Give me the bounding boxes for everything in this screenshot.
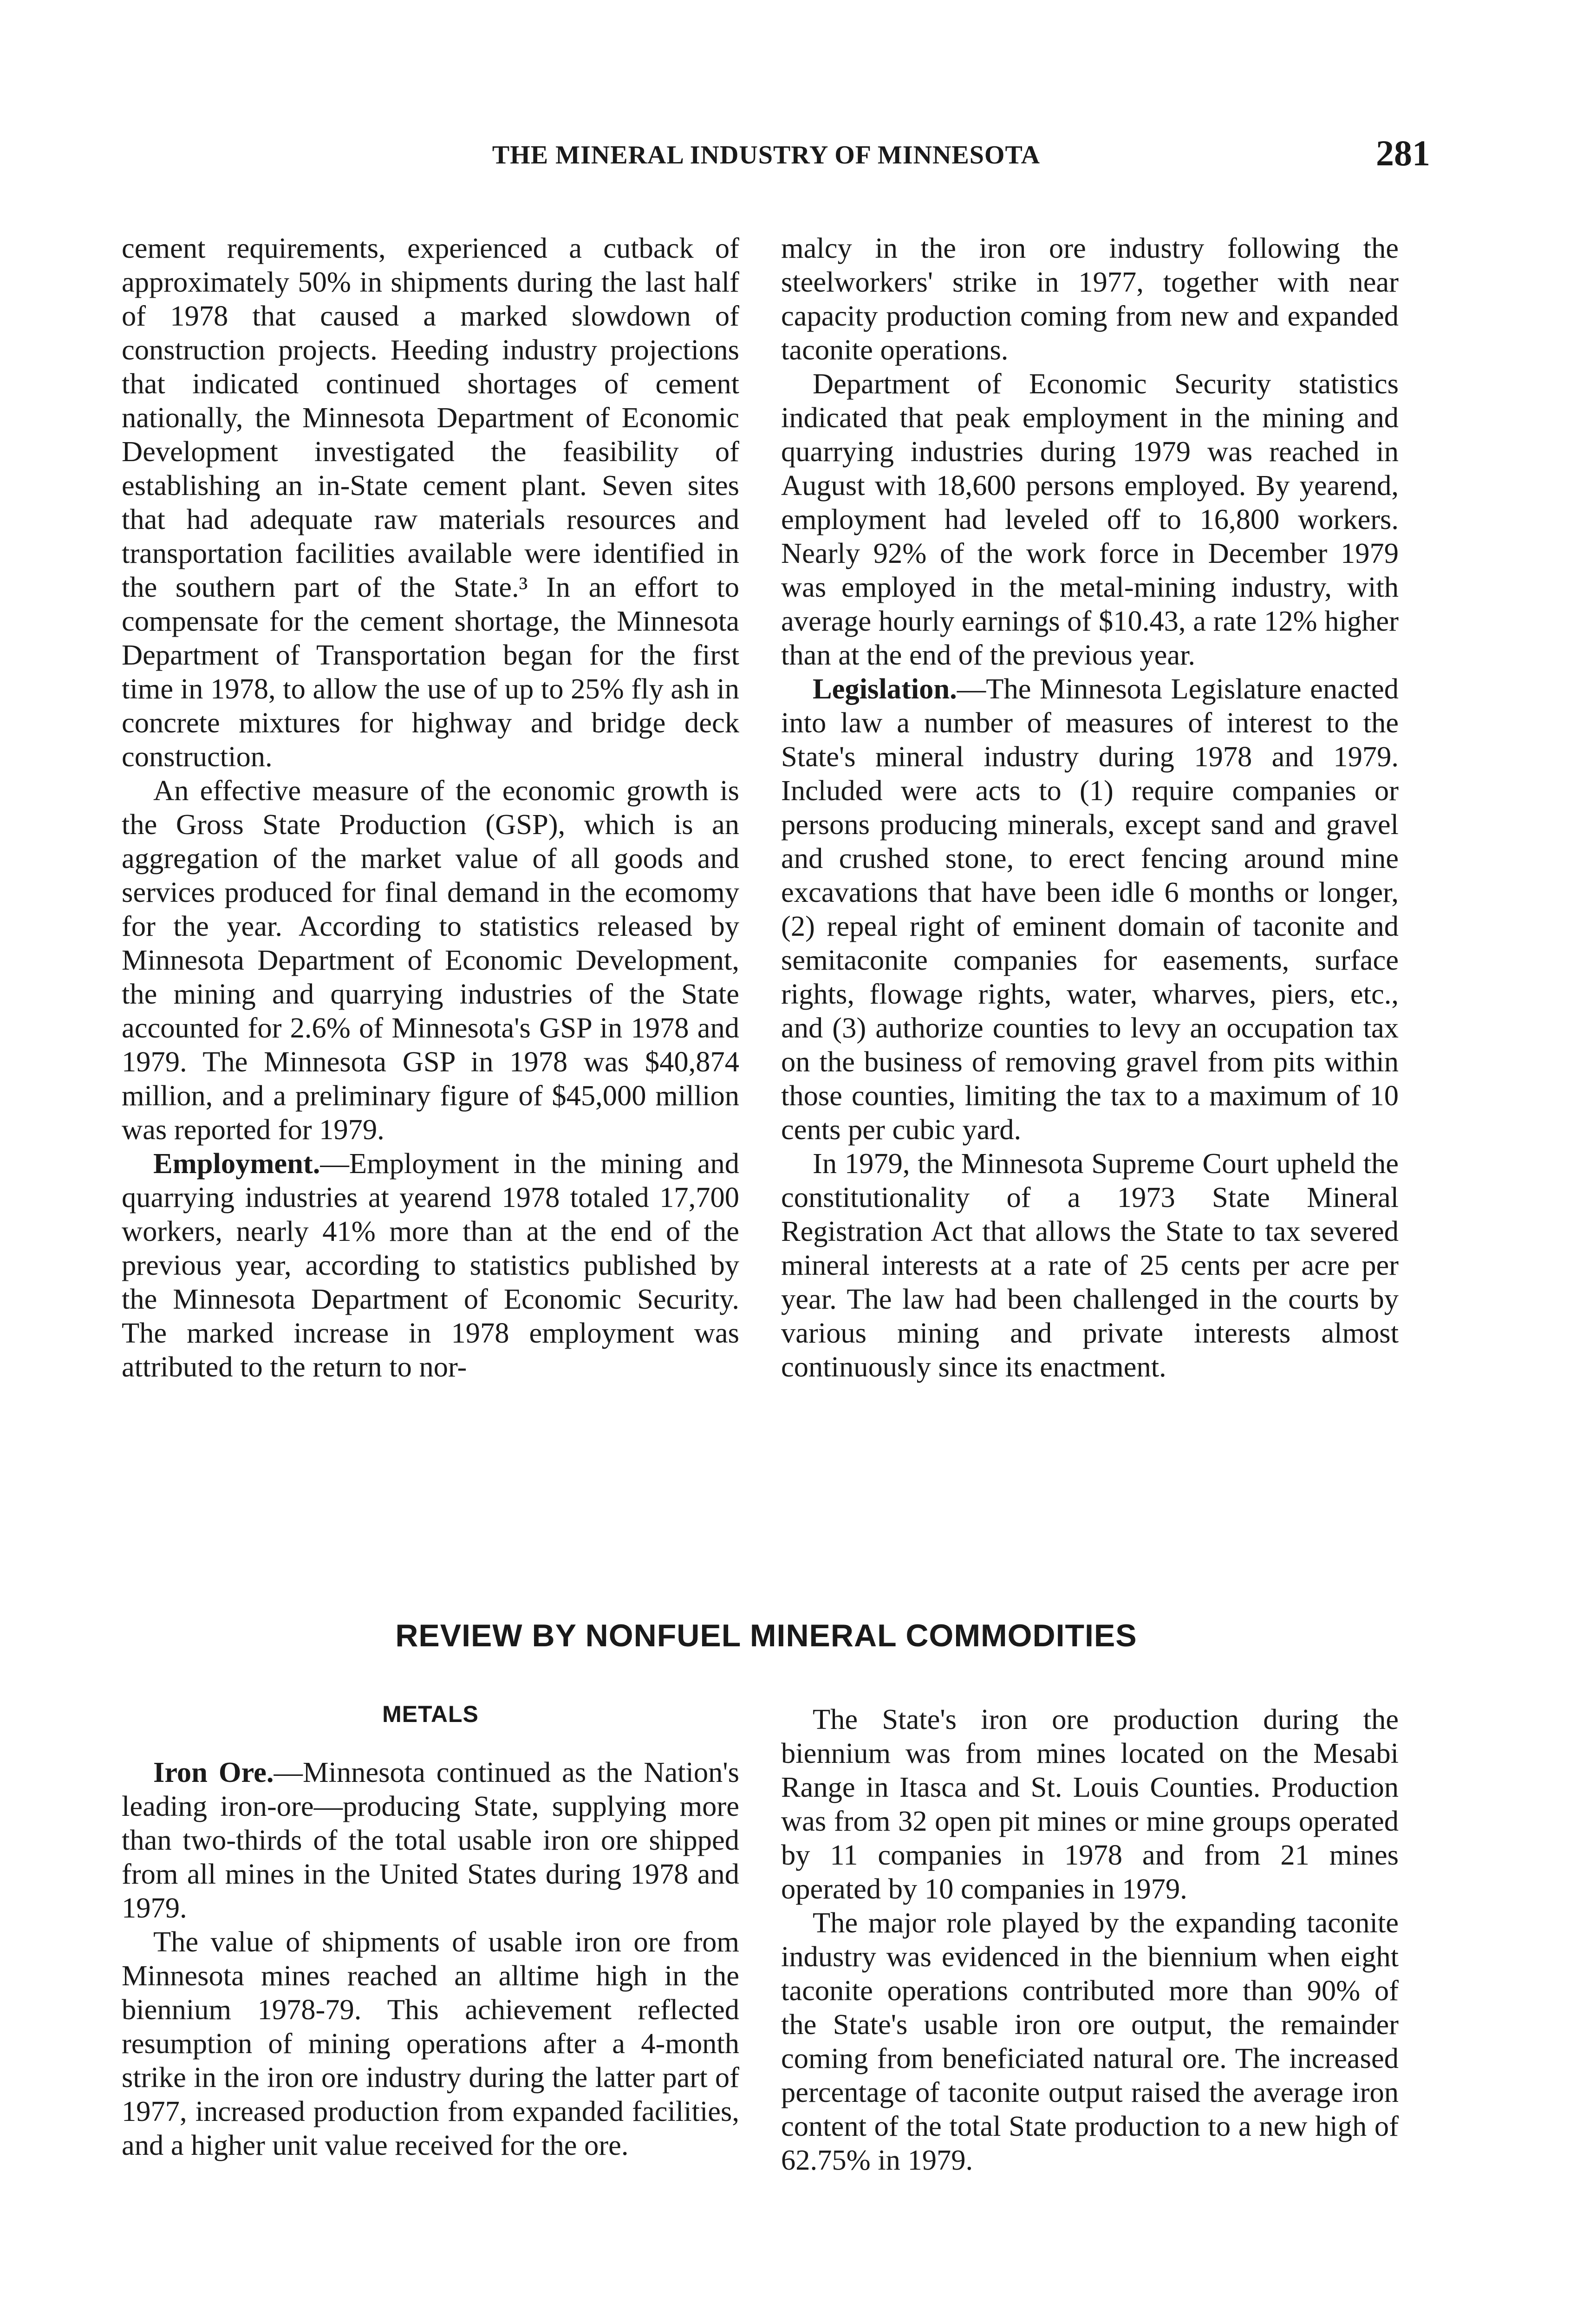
paragraph-gross-state-production: An effective measure of the economic growth is the Gross State Production (GSP), which is an aggregation of the market value of all goods and services produced for final demand in the ecomomy for the year. According to statistics released by Minnesota Department of Economic Development, the mining and quarrying industries of the State accounted for 2.6% of Minnesota's GSP in 1978 and 1979. The Minnesota GSP in 1978 was $40,874 million, and a preliminary figure of $45,000 million was reported for 1979. [122,774,739,1146]
paragraph-iron-ore-production: The State's iron ore production during the biennium was from mines located on the Mesabi Range in Itasca and St. Louis Counties. Production was from 32 open pit mines or mine groups operated by 11 companies in 1978 and from 21 mines operated by 10 companies in 1979. [781,1703,1399,1905]
paragraph-legislation [781,672,1399,1147]
subsection-heading-metals: METALS [382,1701,479,1727]
employment-run-in-heading: Employment. [153,1147,320,1180]
left-column-top [122,231,739,1384]
running-header: THE MINERAL INDUSTRY OF MINNESOTA [492,141,1041,170]
left-column-bottom [122,1755,739,2162]
paragraph-employment [122,1147,739,1384]
paragraph-cement-requirements: cement requirements, experienced a cutback of approximately 50% in shipments during the last half of 1978 that caused a marked slowdown of construction projects. Heeding industry projections that indicated continued shortages of cement nationally, the Minnesota Department of Economic Development investigated the feasibility of establishing an in-State cement plant. Seven sites that had adequate raw materials resources and transportation facilities available were identified in the southern part of the State.³ In an effort to compensate for the cement shortage, the Minnesota Department of Transportation began for the first time in 1978, to allow the use of up to 25% fly ash in concrete mixtures for highway and bridge deck construction. [122,232,739,773]
paragraph-iron-ore [122,1755,739,1925]
paragraph-normalcy: malcy in the iron ore industry following the steelworkers' strike in 1977, together with near capacity production coming from new and expanded taconite operations. [781,232,1399,366]
paragraph-supreme-court: In 1979, the Minnesota Supreme Court upheld the constitutionality of a 1973 State Mineral Registration Act that allows the State to tax severed mineral interests at a rate of 25 cents per acre per year. The law had been challenged in the courts by various mining and private interests almost continuously since its enactment. [781,1147,1399,1383]
right-column-top [781,231,1399,1384]
iron-ore-run-in-heading: Iron Ore. [153,1756,274,1788]
paragraph-taconite-industry: The major role played by the expanding taconite industry was evidenced in the biennium when eight taconite operations contributed more than 90% of the State's usable iron ore output, the remainder coming from beneficiated natural ore. The increased percentage of taconite output raised the average iron content of the total State production to a new high of 62.75% in 1979. [781,1906,1399,2176]
page-number: 281 [1376,133,1430,173]
paragraph-peak-employment: Department of Economic Security statistics indicated that peak employment in the mining and quarrying industries during 1979 was reached in August with 18,600 persons employed. By yearend, employment had leveled off to 16,800 workers. Nearly 92% of the work force in December 1979 was employed in the metal-mining industry, with average hourly earnings of $10.43, a rate 12% higher than at the end of the previous year. [781,367,1399,671]
right-column-bottom [781,1702,1399,2177]
employment-text: —Employment in the mining and quarrying industries at yearend 1978 totaled 17,700 workers, nearly 41% more than at the end of the previous year, according to statistics published by the Minnesota Department of Economic Security. The marked increase in 1978 employment was attributed to the return to nor- [122,1147,739,1383]
legislation-run-in-heading: Legislation. [813,672,957,705]
section-heading: REVIEW BY NONFUEL MINERAL COMMODITIES [395,1618,1137,1653]
legislation-text: —The Minnesota Legislature enacted into law a number of measures of interest to the State's mineral industry during 1978 and 1979. Included were acts to (1) require companies or persons producing minerals, except sand and gravel and crushed stone, to erect fencing around mine excavations that have been idle 6 months or longer, (2) repeal right of eminent domain of taconite and semitaconite companies for easements, surface rights, flowage rights, water, wharves, piers, etc., and (3) authorize counties to levy an occupation tax on the business of removing gravel from pits within those counties, limiting the tax to a maximum of 10 cents per cubic yard. [781,672,1399,1146]
iron-ore-text: —Minnesota continued as the Nation's leading iron-ore—producing State, supplying more than two-thirds of the total usable iron ore shipped from all mines in the United States during 1978 and 1979. [122,1756,739,1924]
paragraph-shipment-value: The value of shipments of usable iron ore from Minnesota mines reached an alltime high in the biennium 1978-79. This achievement reflected resumption of mining operations after a 4-month strike in the iron ore industry during the latter part of 1977, increased production from expanded facilities, and a higher unit value received for the ore. [122,1925,739,2161]
